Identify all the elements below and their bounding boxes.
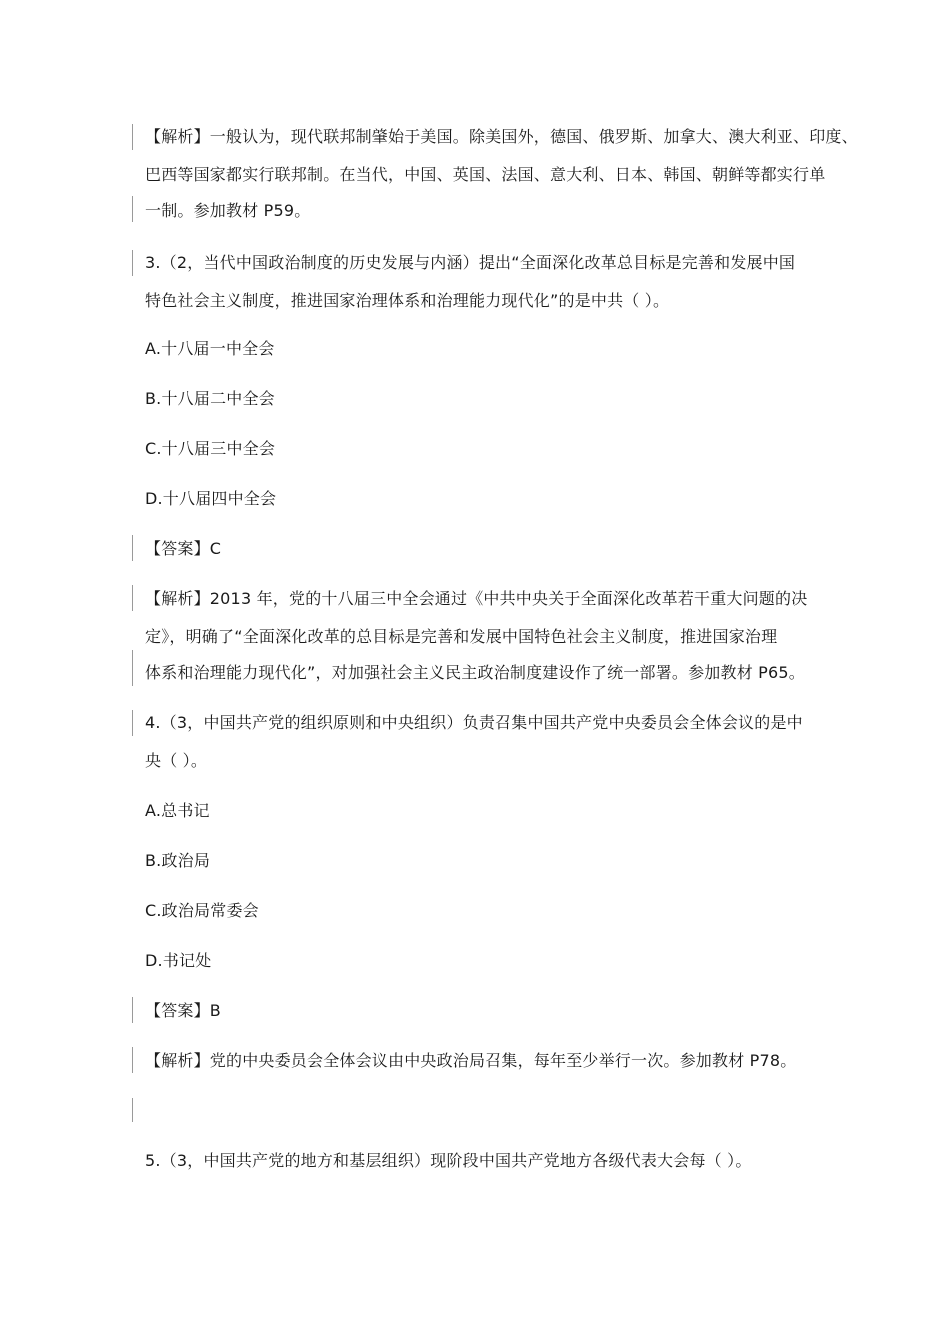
- option-b: B.政治局: [145, 851, 211, 870]
- analysis-line: 巴西等国家都实行联邦制。在当代，中国、英国、法国、意大利、日本、韩国、朝鲜等都实行单: [145, 165, 826, 184]
- margin-bar: [132, 650, 133, 686]
- analysis-line: 一制。参加教材 P59。: [145, 201, 311, 220]
- margin-bar: [132, 250, 133, 276]
- option-d: D.书记处: [145, 951, 212, 970]
- margin-bar: [132, 1098, 133, 1122]
- margin-bar: [132, 535, 133, 561]
- analysis-line: 体系和治理能力现代化”，对加强社会主义民主政治制度建设作了统一部署。参加教材 P65。: [145, 663, 805, 682]
- question-stem: 央（ ）。: [145, 751, 208, 770]
- analysis-line: 【解析】2013 年，党的十八届三中全会通过《中共中央关于全面深化改革若干重大问题的决: [145, 589, 808, 608]
- question-stem: 5.（3，中国共产党的地方和基层组织）现阶段中国共产党地方各级代表大会每（ ）。: [145, 1151, 752, 1170]
- analysis-line: 定》，明确了“全面深化改革的总目标是完善和发展中国特色社会主义制度，推进国家治理: [145, 627, 778, 646]
- margin-bar: [132, 196, 133, 222]
- question-stem: 4.（3，中国共产党的组织原则和中央组织）负责召集中国共产党中央委员会全体会议的是中: [145, 713, 803, 732]
- question-stem: 3.（2，当代中国政治制度的历史发展与内涵）提出“全面深化改革总目标是完善和发展中国: [145, 253, 796, 272]
- analysis-line: 【解析】党的中央委员会全体会议由中央政治局召集，每年至少举行一次。参加教材 P78。: [145, 1051, 797, 1070]
- margin-bar: [132, 124, 133, 150]
- analysis-line: 【解析】一般认为，现代联邦制肇始于美国。除美国外，德国、俄罗斯、加拿大、澳大利亚、印度、: [145, 127, 858, 146]
- option-b: B.十八届二中全会: [145, 389, 275, 408]
- margin-bar: [132, 997, 133, 1023]
- option-c: C.政治局常委会: [145, 901, 259, 920]
- margin-bar: [132, 585, 133, 611]
- answer-line: 【答案】C: [145, 539, 222, 558]
- margin-bar: [132, 710, 133, 736]
- option-c: C.十八届三中全会: [145, 439, 276, 458]
- option-a: A.总书记: [145, 801, 210, 820]
- question-stem: 特色社会主义制度，推进国家治理体系和治理能力现代化”的是中共（ ）。: [145, 291, 670, 310]
- answer-line: 【答案】B: [145, 1001, 221, 1020]
- option-a: A.十八届一中全会: [145, 339, 275, 358]
- option-d: D.十八届四中全会: [145, 489, 277, 508]
- margin-bar: [132, 1047, 133, 1073]
